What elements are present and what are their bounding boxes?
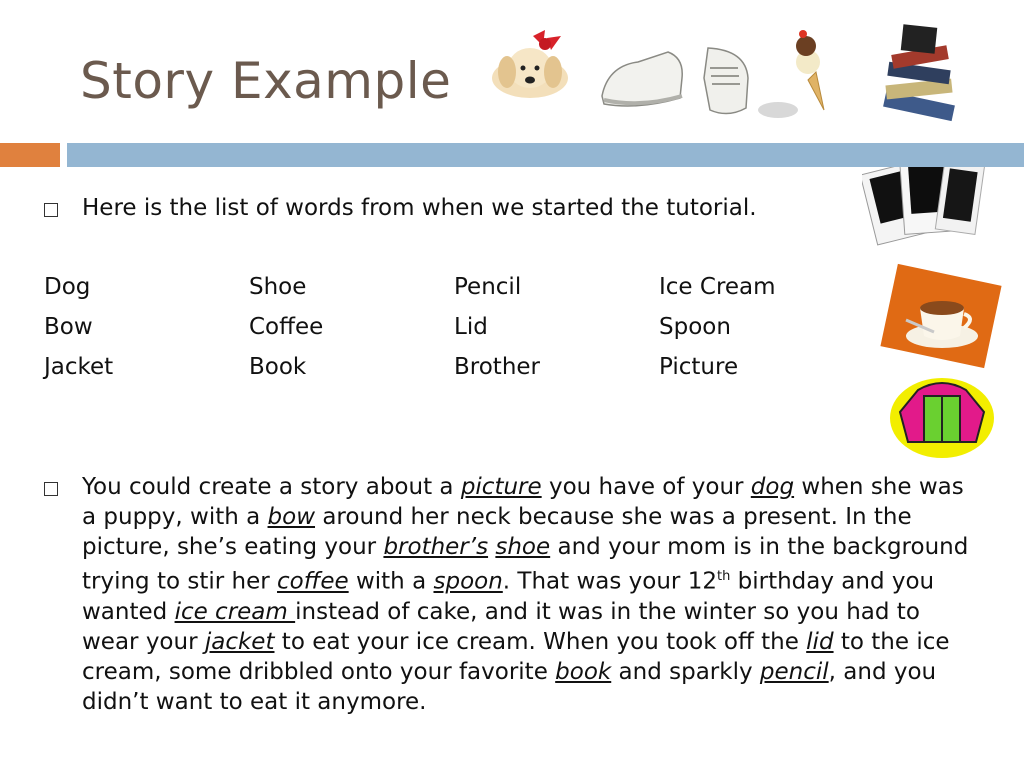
stack-of-books-image [862, 20, 972, 146]
story-text: you have of your [541, 474, 751, 500]
story-text: to eat your ice cream. When you took off the [274, 628, 807, 655]
ordinal-suffix: th [716, 569, 731, 584]
intro-text: Here is the list of words from when we started the tutorial. [82, 195, 757, 221]
story-text: around her neck because she was a present. In the picture, she’s eating your [82, 504, 912, 560]
ice-cream-cone-image [758, 22, 833, 122]
word-row [44, 312, 864, 352]
word-item: Spoon [659, 314, 731, 340]
story-text: when she was a puppy, with a [82, 474, 964, 530]
word-row [44, 352, 864, 392]
coffee-cup-image [876, 262, 1006, 370]
bullet-intro [44, 193, 757, 223]
sneakers-image [598, 38, 758, 120]
word-item: Picture [659, 354, 739, 380]
word-list-grid [44, 272, 864, 392]
story-text: to the ice cream, some dribbled onto your favorite [82, 628, 950, 685]
bullet-square-icon [44, 203, 58, 217]
story-text: . That was your 12 [502, 568, 717, 595]
slide-title: Story Example [80, 52, 452, 110]
jacket-image [888, 372, 996, 460]
word-item: Coffee [249, 314, 324, 340]
word-item: Ice Cream [659, 274, 776, 300]
story-text: and your mom is in the background trying to stir her [82, 534, 969, 595]
story-paragraph [82, 472, 982, 717]
story-text: and sparkly [611, 658, 760, 685]
bullet-square-icon [44, 482, 58, 496]
story-keyword: bow [267, 504, 316, 530]
story-keyword: picture [460, 474, 542, 500]
word-item: Brother [454, 354, 541, 380]
story-keyword: jacket [204, 628, 275, 655]
story-keyword: ice cream [174, 598, 296, 625]
story-keyword: brother’s [383, 534, 489, 560]
word-item: Dog [44, 274, 91, 300]
word-item: Jacket [44, 354, 114, 380]
story-keyword: coffee [277, 568, 349, 595]
story-keyword: shoe [495, 534, 551, 560]
story-keyword: spoon [433, 568, 503, 595]
word-item: Shoe [249, 274, 307, 300]
word-item: Book [249, 354, 307, 380]
story-keyword: book [555, 658, 612, 685]
word-item: Bow [44, 314, 93, 340]
bullet-story [44, 472, 984, 717]
word-item: Pencil [454, 274, 522, 300]
story-text: , and you didn’t want to eat it anymore. [82, 658, 937, 715]
story-text: instead of cake, and it was in the winter so you had to wear your [82, 598, 920, 655]
story-text: You could create a story about a [82, 474, 461, 500]
story-text: with a [348, 568, 434, 595]
word-item: Lid [454, 314, 488, 340]
puppy-with-bow-image [485, 28, 575, 103]
title-accent-bar [0, 143, 60, 167]
story-keyword: pencil [759, 658, 829, 685]
story-keyword: dog [750, 474, 795, 500]
story-keyword: lid [806, 628, 834, 655]
word-row [44, 272, 864, 312]
story-text: birthday and you wanted [82, 568, 935, 625]
title-divider-bar [67, 143, 1024, 167]
